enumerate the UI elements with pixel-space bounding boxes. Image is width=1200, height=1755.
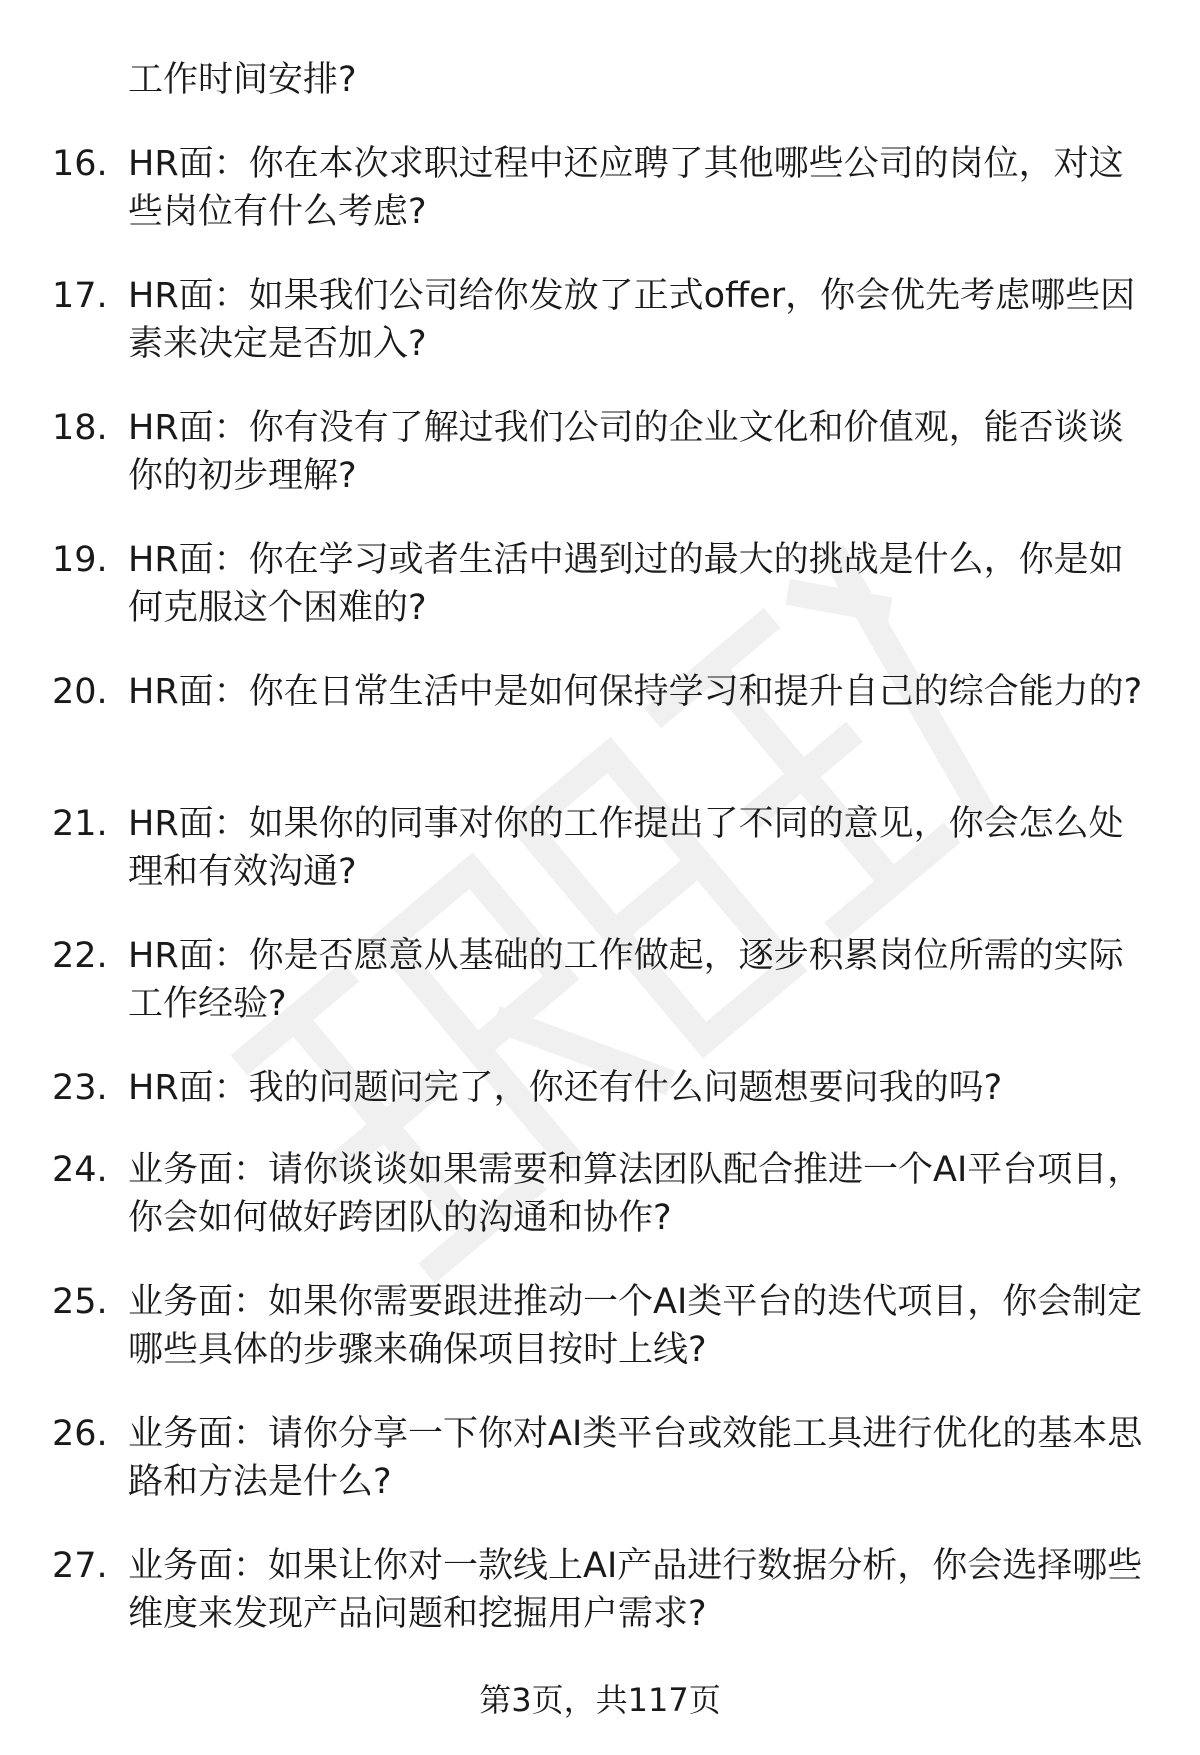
question-item <box>0 1278 1200 1410</box>
question-item <box>0 932 1200 1064</box>
question-number: 20. <box>52 672 108 712</box>
question-text: 业务面：请你分享一下你对AI类平台或效能工具进行优化的基本思路和方法是什么? <box>128 1414 1143 1502</box>
question-text: HR面：你在本次求职过程中还应聘了其他哪些公司的岗位，对这些岗位有什么考虑? <box>128 144 1124 232</box>
question-number: 22. <box>52 936 108 976</box>
question-item <box>0 404 1200 536</box>
question-number: 26. <box>52 1414 108 1454</box>
question-text: 业务面：如果让你对一款线上AI产品进行数据分析，你会选择哪些维度来发现产品问题和挖掘用户需求? <box>128 1546 1143 1634</box>
question-text: HR面：你是否愿意从基础的工作做起，逐步积累岗位所需的实际工作经验? <box>128 936 1124 1024</box>
question-number: 17. <box>52 276 108 316</box>
question-text: HR面：你有没有了解过我们公司的企业文化和价值观，能否谈谈你的初步理解? <box>128 408 1124 496</box>
question-item <box>0 800 1200 932</box>
question-item <box>0 536 1200 668</box>
page-footer: 第3页，共117页 <box>479 1681 721 1719</box>
question-text: HR面：你在学习或者生活中遇到过的最大的挑战是什么，你是如何克服这个困难的? <box>128 540 1124 628</box>
question-text: HR面：你在日常生活中是如何保持学习和提升自己的综合能力的? <box>128 672 1143 712</box>
question-number: 18. <box>52 408 108 448</box>
question-number: 23. <box>52 1068 108 1108</box>
question-text: HR面：我的问题问完了，你还有什么问题想要问我的吗? <box>128 1068 1003 1108</box>
question-item <box>0 1410 1200 1542</box>
question-number: 19. <box>52 540 108 580</box>
question-text: 业务面：请你谈谈如果需要和算法团队配合推进一个AI平台项目，你会如何做好跨团队的沟通和协作? <box>128 1150 1143 1238</box>
question-item <box>0 1146 1200 1278</box>
question-number: 21. <box>52 804 108 844</box>
question-item <box>0 1064 1200 1146</box>
question-text: 业务面：如果你需要跟进推动一个AI类平台的迭代项目，你会制定哪些具体的步骤来确保项目按时上线? <box>128 1282 1143 1370</box>
question-number: 24. <box>52 1150 108 1190</box>
question-text: HR面：如果我们公司给你发放了正式offer，你会优先考虑哪些因素来决定是否加入? <box>128 276 1136 364</box>
continuation-text: 工作时间安排? <box>128 60 357 100</box>
question-text: HR面：如果你的同事对你的工作提出了不同的意见，你会怎么处理和有效沟通? <box>128 804 1124 892</box>
question-item <box>0 668 1200 800</box>
question-list <box>0 140 1200 1674</box>
question-number: 27. <box>52 1546 108 1586</box>
question-number: 25. <box>52 1282 108 1322</box>
question-item <box>0 140 1200 272</box>
question-number: 16. <box>52 144 108 184</box>
question-item <box>0 1542 1200 1674</box>
question-item <box>0 272 1200 404</box>
